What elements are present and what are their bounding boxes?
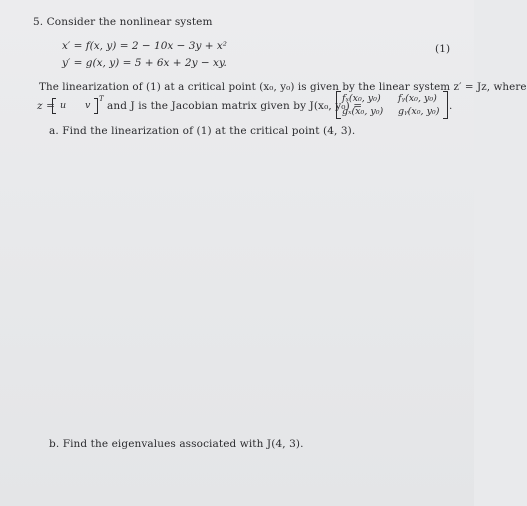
vector-left-bracket [52,98,56,114]
part-b-question: b. Find the eigenvalues associated with J(4, 3). [49,438,304,450]
jacobian-matrix [336,91,448,119]
vector-right-bracket [94,98,98,114]
problem-intro: Consider the nonlinear system [46,16,213,28]
matrix-entry-11: fₓ(x₀, y₀) [342,93,381,104]
part-a-question: a. Find the linearization of (1) at the critical point (4, 3). [49,125,356,137]
vector-entry-u: u [60,100,67,111]
problem-header [33,16,213,29]
matrix-entry-22: gᵧ(x₀, y₀) [398,106,440,117]
transpose-mark: T [99,95,104,103]
column-vector-uv [52,95,104,113]
equation-tag: (1) [435,43,451,55]
matrix-right-bracket [443,91,448,119]
matrix-entry-12: fᵧ(x₀, y₀) [398,93,437,104]
equation-y-prime: y′ = g(x, y) = 5 + 6x + 2y − xy. [62,57,227,69]
equation-x-prime: x′ = f(x, y) = 2 − 10x − 3y + x² [62,40,227,52]
problem-number: 5. [33,16,44,28]
linearization-paragraph-line1: The linearization of (1) at a critical point (x₀, y₀) is given by the linear system z′ = Jz, where [39,81,527,93]
sentence-period: . [449,100,453,112]
jacobian-definition-text: and J is the Jacobian matrix given by J(x₀, y₀) = [107,100,363,112]
z-definition-label: z = [37,100,55,112]
vector-entry-v: v [85,100,91,111]
matrix-left-bracket [336,91,341,119]
matrix-entry-21: gₓ(x₀, y₀) [342,106,384,117]
